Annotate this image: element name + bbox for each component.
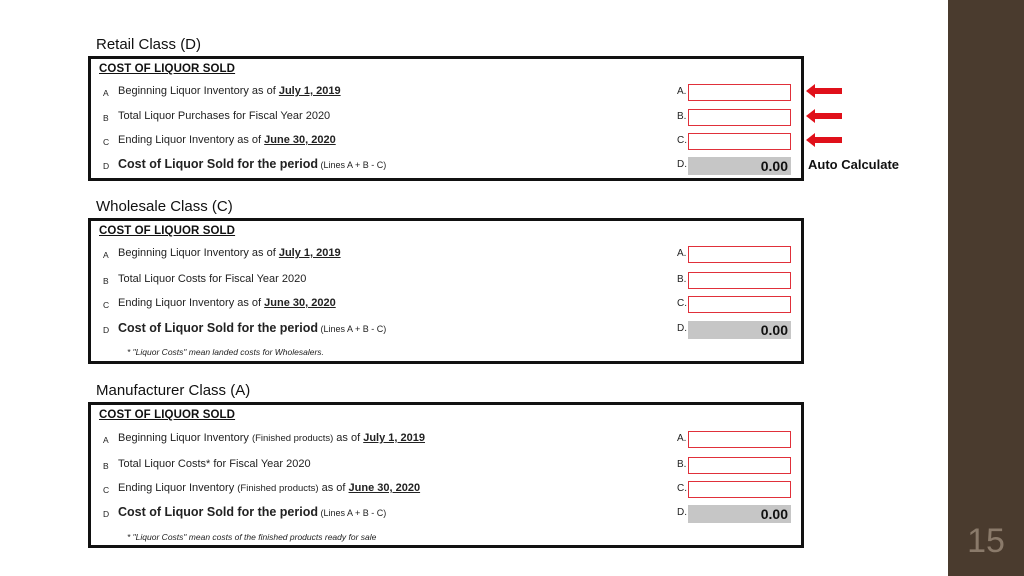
row-code: C.	[677, 298, 687, 309]
row-letter: B	[103, 461, 109, 471]
row-letter: B	[103, 276, 109, 286]
retail-total-purchases-input[interactable]	[688, 109, 791, 126]
row-letter: C	[103, 300, 110, 310]
wholesale-footnote: * "Liquor Costs" mean landed costs for Wholesalers.	[127, 347, 324, 357]
row-code: A.	[677, 86, 687, 97]
row-description: Cost of Liquor Sold for the period (Lines A + B - C)	[118, 321, 387, 335]
row-code: D.	[677, 323, 687, 334]
row-letter: D	[103, 161, 110, 171]
row-letter: A	[103, 250, 109, 260]
retail-form	[88, 56, 804, 181]
manufacturer-ending-inventory-input[interactable]	[688, 481, 791, 498]
wholesale-beginning-inventory-input[interactable]	[688, 246, 791, 263]
arrow-left-icon	[806, 109, 842, 123]
wholesale-row-d	[91, 320, 801, 340]
manufacturer-row-b	[91, 456, 801, 476]
row-letter: A	[103, 435, 109, 445]
page-number: 15	[967, 522, 1005, 560]
slide-sidebar	[948, 0, 1024, 576]
row-description: Cost of Liquor Sold for the period (Lines A + B - C)	[118, 157, 387, 171]
row-description: Cost of Liquor Sold for the period (Lines A + B - C)	[118, 505, 387, 519]
wholesale-section-title: Wholesale Class (C)	[96, 198, 233, 215]
row-description: Total Liquor Purchases for Fiscal Year 2020	[118, 110, 331, 122]
wholesale-ending-inventory-input[interactable]	[688, 296, 791, 313]
retail-row-c	[91, 132, 801, 152]
row-code: A.	[677, 248, 687, 259]
row-letter: D	[103, 509, 110, 519]
retail-form-header: COST OF LIQUOR SOLD	[99, 63, 236, 75]
row-description: Ending Liquor Inventory as of June 30, 2020	[118, 297, 336, 309]
wholesale-row-a	[91, 245, 801, 265]
wholesale-form-header: COST OF LIQUOR SOLD	[99, 225, 236, 237]
row-code: D.	[677, 507, 687, 518]
row-code: D.	[677, 159, 687, 170]
retail-row-d	[91, 156, 801, 176]
row-letter: C	[103, 485, 110, 495]
row-description: Total Liquor Costs* for Fiscal Year 2020	[118, 458, 311, 470]
manufacturer-row-a	[91, 430, 801, 450]
wholesale-cost-sold-total: 0.00	[688, 321, 791, 339]
retail-beginning-inventory-input[interactable]	[688, 84, 791, 101]
row-letter: B	[103, 113, 109, 123]
row-description: Ending Liquor Inventory as of June 30, 2020	[118, 134, 336, 146]
arrow-left-icon	[806, 133, 842, 147]
manufacturer-form	[88, 402, 804, 548]
row-letter: C	[103, 137, 110, 147]
retail-row-b	[91, 108, 801, 128]
manufacturer-cost-sold-total: 0.00	[688, 505, 791, 523]
manufacturer-footnote: * "Liquor Costs" mean costs of the finished products ready for sale	[127, 532, 377, 542]
arrow-left-icon	[806, 84, 842, 98]
manufacturer-beginning-inventory-input[interactable]	[688, 431, 791, 448]
row-letter: A	[103, 88, 109, 98]
manufacturer-section-title: Manufacturer Class (A)	[96, 382, 251, 399]
manufacturer-row-d	[91, 504, 801, 524]
row-code: B.	[677, 459, 687, 470]
row-description: Beginning Liquor Inventory as of July 1, 2019	[118, 247, 341, 259]
manufacturer-row-c	[91, 480, 801, 500]
wholesale-total-costs-input[interactable]	[688, 272, 791, 289]
wholesale-row-c	[91, 295, 801, 315]
retail-row-a	[91, 83, 801, 103]
manufacturer-form-header: COST OF LIQUOR SOLD	[99, 409, 236, 421]
row-description: Ending Liquor Inventory (Finished products) as of June 30, 2020	[118, 482, 421, 494]
wholesale-row-b	[91, 271, 801, 291]
row-letter: D	[103, 325, 110, 335]
retail-section-title: Retail Class (D)	[96, 36, 202, 53]
row-description: Total Liquor Costs for Fiscal Year 2020	[118, 273, 307, 285]
wholesale-form	[88, 218, 804, 364]
auto-calculate-label: Auto Calculate	[808, 157, 900, 172]
retail-cost-sold-total: 0.00	[688, 157, 791, 175]
manufacturer-total-costs-input[interactable]	[688, 457, 791, 474]
row-code: A.	[677, 433, 687, 444]
row-code: B.	[677, 111, 687, 122]
retail-ending-inventory-input[interactable]	[688, 133, 791, 150]
row-code: B.	[677, 274, 687, 285]
row-description: Beginning Liquor Inventory (Finished products) as of July 1, 2019	[118, 432, 425, 444]
row-code: C.	[677, 135, 687, 146]
row-description: Beginning Liquor Inventory as of July 1, 2019	[118, 85, 341, 97]
row-code: C.	[677, 483, 687, 494]
